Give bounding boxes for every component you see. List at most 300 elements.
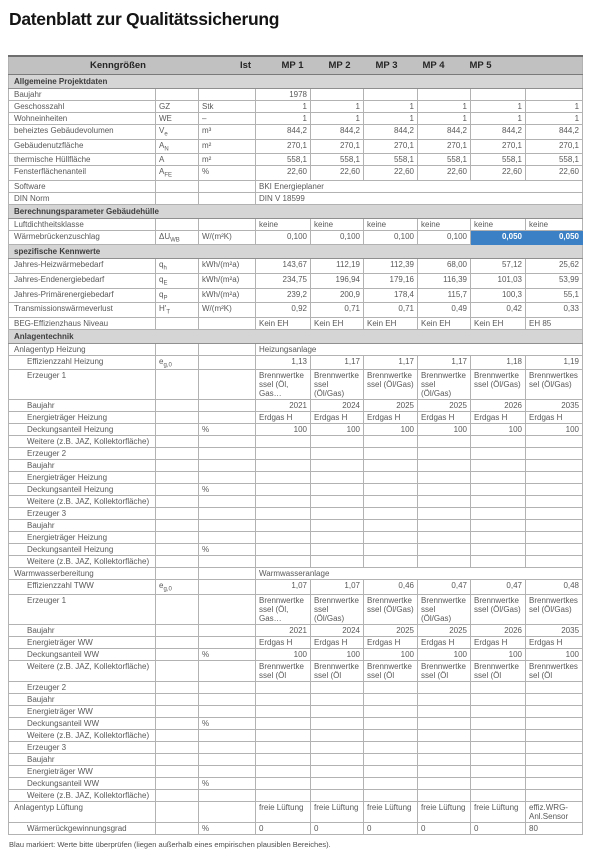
cell-value [526,789,583,801]
row-unit [199,594,256,624]
row-symbol [156,544,199,556]
row-symbol [156,508,199,520]
row-label: Energieträger Heizung [9,472,156,484]
cell-value [418,460,471,472]
cell-value [471,717,526,729]
row-symbol [156,822,199,834]
table-row [9,624,583,636]
row-label: Baujahr [9,753,156,765]
table-row [9,166,583,181]
row-label: Weitere (z.B. JAZ, Kollektorfläche) [9,556,156,568]
cell-value [256,741,311,753]
cell-value [256,717,311,729]
row-unit [199,568,256,580]
row-symbol: $q_h$ [156,259,199,274]
cell-value [471,448,526,460]
cell-value: 558,1 [311,154,364,166]
cell-value: keine [471,218,526,230]
row-unit [199,472,256,484]
cell-value [471,472,526,484]
row-symbol [156,777,199,789]
cell-value: 1 [526,113,583,125]
row-symbol: $V_e$ [156,125,199,140]
cell-value: 112,19 [311,259,364,274]
row-unit [199,580,256,595]
row-symbol [156,660,199,681]
quality-assurance-table [8,55,583,835]
row-symbol: $A_{FE}$ [156,166,199,181]
cell-value [256,789,311,801]
row-unit [199,496,256,508]
cell-value: 116,39 [418,273,471,288]
cell-value [256,753,311,765]
cell-value: 2035 [526,400,583,412]
table-row [9,660,583,681]
cell-value: Erdgas H [526,412,583,424]
cell-value: 0 [418,822,471,834]
cell-value [311,496,364,508]
row-label: Baujahr [9,520,156,532]
cell-value: 100 [526,424,583,436]
cell-value: Erdgas H [364,412,418,424]
cell-value: Erdgas H [471,412,526,424]
row-label: Effizienzzahl TWW [9,580,156,595]
cell-value: 270,1 [418,139,471,154]
cell-value: 0,050 [526,230,583,245]
row-label: Software [9,180,156,192]
cell-value: keine [364,218,418,230]
cell-value: 100 [471,424,526,436]
cell-value [311,448,364,460]
cell-value: Brennwertkessel (Öl [418,660,471,681]
cell-value [311,556,364,568]
row-label: Energieträger Heizung [9,532,156,544]
row-symbol: A [156,154,199,166]
cell-value [418,520,471,532]
cell-value: 0,100 [418,230,471,245]
row-symbol [156,400,199,412]
cell-value [311,705,364,717]
row-unit [199,343,256,355]
cell-value: 0,050 [471,230,526,245]
table-row [9,288,583,303]
cell-value [418,448,471,460]
cell-value [471,532,526,544]
cell-value [526,472,583,484]
cell-value: 2021 [256,400,311,412]
cell-value: keine [418,218,471,230]
cell-value [256,693,311,705]
row-unit [199,355,256,370]
row-symbol: $e_{g,0}$ [156,355,199,370]
cell-value: 1 [311,113,364,125]
table-row [9,317,583,329]
cell-value: 844,2 [471,125,526,140]
row-label: Warmwasserbereitung [9,568,156,580]
cell-value [311,532,364,544]
cell-value [471,544,526,556]
row-label: thermische Hüllfläche [9,154,156,166]
row-symbol [156,192,199,204]
row-unit [199,448,256,460]
row-symbol [156,89,199,101]
cell-value: keine [256,218,311,230]
cell-value [526,556,583,568]
cell-value [364,89,418,101]
cell-value [526,741,583,753]
row-unit: W/(m²K) [199,303,256,318]
row-label: Erzeuger 3 [9,741,156,753]
cell-value [364,544,418,556]
cell-value [418,693,471,705]
cell-value: 1 [418,113,471,125]
row-unit: % [199,166,256,181]
row-label: Weitere (z.B. JAZ, Kollektorfläche) [9,729,156,741]
row-symbol [156,693,199,705]
row-unit: m³ [199,125,256,140]
cell-value [311,681,364,693]
cell-value [471,520,526,532]
cell-value: 53,99 [526,273,583,288]
row-label: Fensterflächenanteil [9,166,156,181]
cell-value [418,472,471,484]
table-row [9,230,583,245]
cell-value [418,705,471,717]
row-label: Erzeuger 1 [9,370,156,400]
cell-value [256,472,311,484]
cell-value [418,741,471,753]
row-unit [199,556,256,568]
cell-value [471,496,526,508]
cell-value: 2025 [364,624,418,636]
cell-value [418,717,471,729]
cell-value [526,508,583,520]
cell-value: 100 [256,424,311,436]
cell-value [471,741,526,753]
row-unit [199,370,256,400]
cell-value: keine [311,218,364,230]
cell-value [311,765,364,777]
row-unit [199,765,256,777]
column-header-mp2: MP 2 [328,60,351,71]
cell-value [418,436,471,448]
table-row [9,424,583,436]
cell-value: 558,1 [418,154,471,166]
table-row [9,508,583,520]
cell-value: 558,1 [526,154,583,166]
section-row [9,75,583,89]
row-unit [199,693,256,705]
row-symbol [156,594,199,624]
cell-value [311,544,364,556]
row-symbol [156,448,199,460]
page-title: Datenblatt zur Qualitätssicherung [9,9,280,29]
row-unit [199,460,256,472]
row-label: Wärmebrückenzuschlag [9,230,156,245]
cell-value: Brennwertkessel (Öl [471,660,526,681]
cell-value [256,520,311,532]
cell-value: Brennwertkessel (Öl/Gas) [526,594,583,624]
column-header-kenngroessen: Kenngrößen [90,60,146,71]
cell-value: 0 [311,822,364,834]
row-symbol [156,218,199,230]
row-label: Erzeuger 2 [9,681,156,693]
table-row [9,370,583,400]
row-symbol [156,636,199,648]
cell-value [364,460,418,472]
row-symbol: $\Delta U_{WB}$ [156,230,199,245]
cell-value: 22,60 [311,166,364,181]
row-symbol [156,753,199,765]
cell-value: Erdgas H [526,636,583,648]
row-symbol [156,460,199,472]
cell-value [526,436,583,448]
cell-value: 100 [418,648,471,660]
table-header-cell [9,56,583,75]
cell-value: 80 [526,822,583,834]
cell-value: 1,17 [311,355,364,370]
cell-value [311,729,364,741]
row-unit: % [199,717,256,729]
row-symbol: WE [156,113,199,125]
table-row [9,192,583,204]
cell-value [311,460,364,472]
cell-value: 57,12 [471,259,526,274]
table-row [9,113,583,125]
row-unit [199,89,256,101]
table-row [9,460,583,472]
cell-value: Erdgas H [311,636,364,648]
row-label: Energieträger WW [9,705,156,717]
cell-value [364,765,418,777]
cell-value: 1 [364,113,418,125]
cell-value [471,705,526,717]
cell-value: Erdgas H [256,636,311,648]
row-label: Deckungsanteil WW [9,777,156,789]
cell-value: 112,39 [364,259,418,274]
cell-value: 100 [418,424,471,436]
section-row [9,245,583,259]
table-row [9,636,583,648]
cell-value [471,777,526,789]
cell-value [526,496,583,508]
row-label: Baujahr [9,89,156,101]
row-unit [199,636,256,648]
cell-value [526,753,583,765]
cell-value [526,729,583,741]
cell-value [256,777,311,789]
row-unit [199,180,256,192]
row-unit [199,508,256,520]
table-row [9,717,583,729]
row-label: Weitere (z.B. JAZ, Kollektorfläche) [9,789,156,801]
row-unit [199,789,256,801]
cell-value: Brennwertkessel (Öl/Gas) [311,594,364,624]
cell-value [364,520,418,532]
row-label: Jahres-Primärenergiebedarf [9,288,156,303]
table-row [9,89,583,101]
cell-value [364,681,418,693]
row-unit [199,729,256,741]
table-row [9,412,583,424]
table-row [9,801,583,822]
cell-value: 844,2 [364,125,418,140]
row-symbol [156,681,199,693]
column-header-mp4: MP 4 [422,60,445,71]
row-symbol: $H'_T$ [156,303,199,318]
cell-value [526,520,583,532]
table-row [9,753,583,765]
cell-value: 55,1 [526,288,583,303]
row-symbol [156,717,199,729]
row-symbol [156,496,199,508]
cell-value [418,777,471,789]
row-label: Deckungsanteil Heizung [9,484,156,496]
row-symbol: $q_E$ [156,273,199,288]
cell-value: 0 [471,822,526,834]
cell-value: 0 [364,822,418,834]
row-symbol [156,472,199,484]
row-label: Jahres-Endenergiebedarf [9,273,156,288]
cell-value [526,89,583,101]
cell-value: freie Lüftung [311,801,364,822]
section-label: Anlagentechnik [9,329,583,343]
row-label: Weitere (z.B. JAZ, Kollektorfläche) [9,660,156,681]
cell-value: 100 [311,424,364,436]
row-symbol: $e_{g,0}$ [156,580,199,595]
cell-value: Brennwertkessel (Öl [526,660,583,681]
cell-value [256,556,311,568]
cell-value [364,556,418,568]
cell-value: 22,60 [418,166,471,181]
row-label: Anlagentyp Heizung [9,343,156,355]
cell-value [471,681,526,693]
table-row [9,729,583,741]
cell-value: freie Lüftung [256,801,311,822]
cell-value: Kein EH [471,317,526,329]
cell-value: 558,1 [471,154,526,166]
footnote-blue-marked: Blau markiert: Werte bitte überprüfen (liegen außerhalb eines empirischen plausiblen Bereiches). [9,839,331,849]
table-row [9,765,583,777]
cell-value [256,681,311,693]
cell-value: 558,1 [256,154,311,166]
cell-value: 68,00 [418,259,471,274]
cell-value [418,544,471,556]
cell-value [471,508,526,520]
cell-value [418,789,471,801]
table-row [9,180,583,192]
table-row [9,568,583,580]
cell-value [256,532,311,544]
row-unit [199,660,256,681]
cell-value [311,741,364,753]
cell-value [364,472,418,484]
cell-value: Brennwertkessel (Öl [364,660,418,681]
row-unit: % [199,648,256,660]
cell-value: Brennwertkessel (Öl/Gas) [364,594,418,624]
row-unit [199,317,256,329]
cell-value: Brennwertkessel (Öl [256,660,311,681]
cell-value: Erdgas H [471,636,526,648]
cell-value: 0,100 [311,230,364,245]
cell-value [311,508,364,520]
row-label: Wohneinheiten [9,113,156,125]
row-unit: % [199,544,256,556]
table-row [9,154,583,166]
cell-value: 2035 [526,624,583,636]
cell-value: 1,13 [256,355,311,370]
cell-value [418,753,471,765]
row-symbol [156,705,199,717]
cell-value: 0 [256,822,311,834]
table-row [9,544,583,556]
cell-value: 1,19 [526,355,583,370]
cell-value [256,448,311,460]
row-unit: % [199,484,256,496]
cell-value [311,717,364,729]
cell-value: 179,16 [364,273,418,288]
cell-value: 2025 [418,624,471,636]
cell-value: 1 [526,101,583,113]
table-row [9,343,583,355]
row-unit [199,753,256,765]
cell-value: 1 [471,113,526,125]
cell-value [256,460,311,472]
cell-value [471,765,526,777]
cell-value: 1,07 [311,580,364,595]
cell-value [471,556,526,568]
row-unit: % [199,822,256,834]
cell-value: Erdgas H [311,412,364,424]
row-label: Weitere (z.B. JAZ, Kollektorfläche) [9,436,156,448]
cell-value: 0,47 [471,580,526,595]
cell-value: 1,18 [471,355,526,370]
cell-value: 239,2 [256,288,311,303]
table-row [9,436,583,448]
cell-value [256,544,311,556]
cell-value: 178,4 [364,288,418,303]
cell-value: 844,2 [526,125,583,140]
table-row [9,448,583,460]
row-symbol [156,484,199,496]
row-symbol [156,436,199,448]
cell-value: 2024 [311,624,364,636]
row-span-value: Warmwasseranlage [256,568,583,580]
row-label: BEG-Effizienzhaus Niveau [9,317,156,329]
cell-value [311,693,364,705]
cell-value [418,556,471,568]
cell-value: 1978 [256,89,311,101]
cell-value [471,789,526,801]
row-symbol [156,568,199,580]
cell-value: 100 [364,424,418,436]
table-row [9,580,583,595]
cell-value: Brennwertkessel (Öl, Gas… [256,370,311,400]
cell-value [311,484,364,496]
cell-value: 0,92 [256,303,311,318]
cell-value: 2024 [311,400,364,412]
row-unit: % [199,777,256,789]
cell-value [418,484,471,496]
cell-value: 0,49 [418,303,471,318]
cell-value: Kein EH [311,317,364,329]
row-unit: kWh/(m²a) [199,273,256,288]
row-unit [199,681,256,693]
table-row [9,496,583,508]
row-span-value: Heizungsanlage [256,343,583,355]
cell-value [418,729,471,741]
cell-value [256,484,311,496]
